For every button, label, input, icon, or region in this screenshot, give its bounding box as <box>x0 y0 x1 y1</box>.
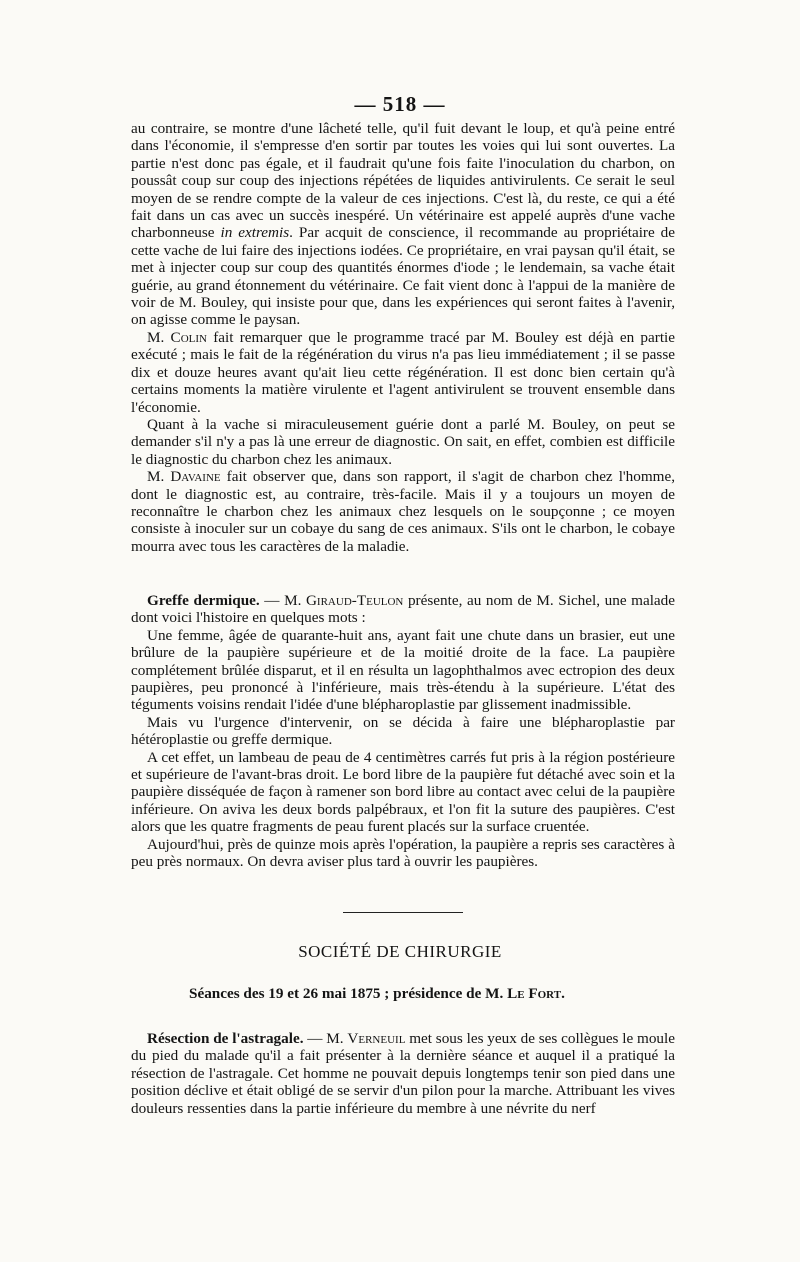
session-line <box>189 985 689 1003</box>
session-text: Séances des 19 et 26 mai 1875 ; présidence de M. <box>189 985 508 1002</box>
speaker-name: M. Davaine <box>147 468 221 486</box>
speaker-name: Giraud-Teulon <box>305 592 404 609</box>
paragraph-text: présente, au nom de M. Sichel, une malade dont voici l'histoire en quelques mots : <box>131 592 675 627</box>
paragraph <box>131 329 675 416</box>
text-block-resection <box>131 1030 675 1117</box>
italic-text: in extremis <box>220 224 290 242</box>
paragraph-text: au contraire, se montre d'une lâcheté telle, qu'il fuit devant le loup, et qu'à peine entré dans l'économie, il s'empresse d'en sortir par toutes les voies qui lui sont ouvertes. La partie n'est donc pas égale, et il faudrait qu'une fois faite l'inoculation du charbon, on poussât coup sur coup des injections répétées de liquides antivirulents. Ce serait le seul moyen de se rendre compte de la valeur de ces injections. C'est là, du reste, ce qui a été fait dans un cas avec un succès inespéré. Un vétérinaire est appelé auprès d'une vache charbonneuse <box>131 120 675 242</box>
speaker-name: M. Colin <box>147 328 207 346</box>
session-text: . <box>561 985 565 1002</box>
paragraph: Une femme, âgée de quarante-huit ans, ayant fait une chute dans un brasier, eut une brûlure de la paupière supérieure et de la moitié droite de la face. La paupière complétement brûlée disparut, et il en résulta un lagophthalmos avec ectropion des deux paupières, peu prononcé à l'inférieure, mais très-étendu à la supérieure. L'état des téguments voisins rendait l'idée d'une blépharoplastie par glissement inadmissible. <box>131 626 675 714</box>
paragraph-text: — M. <box>303 1030 348 1047</box>
president-name: Le Fort <box>507 985 562 1002</box>
text-block-greffe <box>131 592 675 871</box>
article-heading: Résection de l'astragale. <box>147 1030 304 1047</box>
paragraph-text: fait observer que, dans son rapport, il s'agit de charbon chez l'homme, dont le diagnostic est, au contraire, très-facile. Mais il y a toujours un moyen de reconnaître le charbon chez les animaux chez lesquels on le soupçonne ; ce moyen consiste à inoculer sur un cobaye du sang de ces animaux. S'ils ont le charbon, le cobaye mourra avec tous les caractères de la maladie. <box>131 468 676 555</box>
paragraph <box>131 468 675 555</box>
paragraph: A cet effet, un lambeau de peau de 4 centimètres carrés fut pris à la région postérieure et supérieure de l'avant-bras droit. Le bord libre de la paupière fut détaché avec soin et la paupière disséquée de façon à ramener son bord libre au contact avec celui de la paupière inférieure. On aviva les deux bords palpébraux, et l'on fit la suture des paupières. C'est alors que les quatre fragments de peau furent placés sur la surface cruentée. <box>131 748 675 836</box>
paragraph-text: met sous les yeux de ses collègues le moule du pied du malade qu'il a fait présenter à la dernière séance et auquel il a pratiqué la résection de l'astragale. Cet homme ne pouvait depuis longtemps tenir son pied dans une position déclive et était obligé de se servir d'un pilon pour la marche. Attribuant les vives douleurs ressenties dans la partie inférieure du membre à une névrite du nerf <box>131 1030 675 1117</box>
speaker-name: Verneuil <box>347 1030 406 1047</box>
article-heading: Greffe dermique. <box>147 592 260 609</box>
paragraph-text: fait remarquer que le programme tracé par M. Bouley est déjà en partie exécuté ; mais le fait de la régénération du virus n'a pas lieu immédiatement ; il se passe dix et douze heures avant qu'ait lieu cette régénération. Il est donc bien certain qu'à certains moments la matière virulente et l'agent antivirulent se trouvent ensemble dans l'économie. <box>131 328 676 416</box>
paragraph-text: — M. <box>259 592 306 609</box>
paragraph: Quant à la vache si miraculeusement guérie dont a parlé M. Bouley, on peut se demander s'il n'y a pas là une erreur de diagnostic. On sait, en effet, combien est difficile le diagnostic du charbon chez les animaux. <box>131 415 675 468</box>
divider-rule <box>343 912 463 913</box>
paragraph: Aujourd'hui, près de quinze mois après l'opération, la paupière a repris ses caractères à peu près normaux. On devra aviser plus tard à ouvrir les paupières. <box>131 835 675 871</box>
paragraph <box>131 592 675 627</box>
paragraph: Mais vu l'urgence d'intervenir, on se décida à faire une blépharoplastie par hétéroplastie ou greffe dermique. <box>131 713 675 749</box>
paragraph-text: . Par acquit de conscience, il recommande au propriétaire de cette vache de lui faire des injections iodées. Ce propriétaire, en vrai paysan qu'il était, se met à injecter coup sur coup des quantités énormes d'iode ; le lendemain, sa vache était guérie, au grand étonnement du vétérinaire. Ce fait vient donc à l'appui de la manière de voir de M. Bouley, qui insiste pour que, dans les expériences qui seront faites à l'avenir, on agisse comme le paysan. <box>131 224 675 329</box>
page-number: — 518 — <box>354 92 446 116</box>
section-title: SOCIÉTÉ DE CHIRURGIE <box>298 942 502 961</box>
paragraph <box>131 120 675 329</box>
text-block-top <box>131 120 675 555</box>
paragraph <box>131 1030 675 1117</box>
